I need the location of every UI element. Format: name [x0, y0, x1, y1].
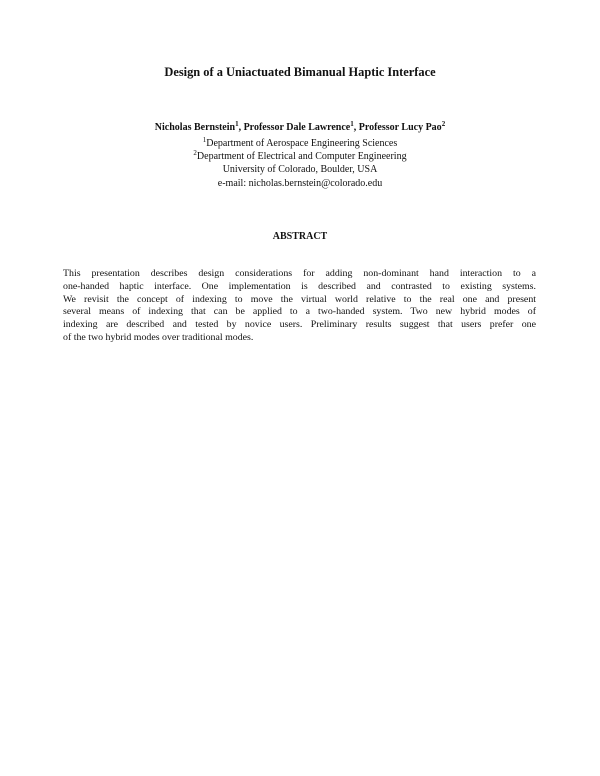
abstract-line: indexing are described and tested by novice users. Preliminary results suggest that users prefer one: [63, 319, 536, 331]
abstract-body: [63, 268, 536, 345]
author-separator: ,: [238, 122, 244, 133]
affiliation-text: Department of Electrical and Computer Engineering: [196, 151, 407, 162]
author-name: Professor Dale Lawrence: [243, 122, 351, 133]
affiliation-mark: 1: [202, 136, 207, 144]
affiliation-mark: 2: [193, 149, 197, 157]
abstract-line: several means of indexing that can be applied to a two-handed system. Two new hybrid modes of: [63, 306, 536, 318]
author-affiliation-mark: 2: [441, 120, 446, 128]
abstract-heading: ABSTRACT: [272, 231, 328, 242]
author-separator: ,: [353, 122, 359, 133]
author-name: Nicholas Bernstein: [154, 122, 236, 133]
abstract-line: This presentation describes design considerations for adding non-dominant hand interaction to a: [63, 268, 536, 279]
author-list: [0, 120, 600, 136]
abstract-line: We revisit the concept of indexing to move the virtual world relative to the real one and present: [63, 293, 536, 305]
author-affiliation-mark: 1: [235, 120, 239, 128]
contact-email: e-mail: nicholas.bernstein@colorado.edu: [217, 178, 383, 189]
author-name: Professor Lucy Pao: [358, 122, 442, 133]
author-affiliation-mark: 1: [350, 120, 354, 128]
abstract-line: of the two hybrid modes over traditional modes.: [63, 331, 254, 343]
affiliation-aerospace: [0, 137, 600, 150]
paper-title: Design of a Uniactuated Bimanual Haptic Interface: [164, 65, 436, 79]
affiliation-electrical: [0, 150, 600, 163]
affiliation-text: Department of Aerospace Engineering Sciences: [206, 138, 398, 149]
affiliation-university: University of Colorado, Boulder, USA: [222, 164, 378, 175]
abstract-line: one-handed haptic interface. One implementation is described and contrasted to existing systems.: [63, 280, 536, 292]
